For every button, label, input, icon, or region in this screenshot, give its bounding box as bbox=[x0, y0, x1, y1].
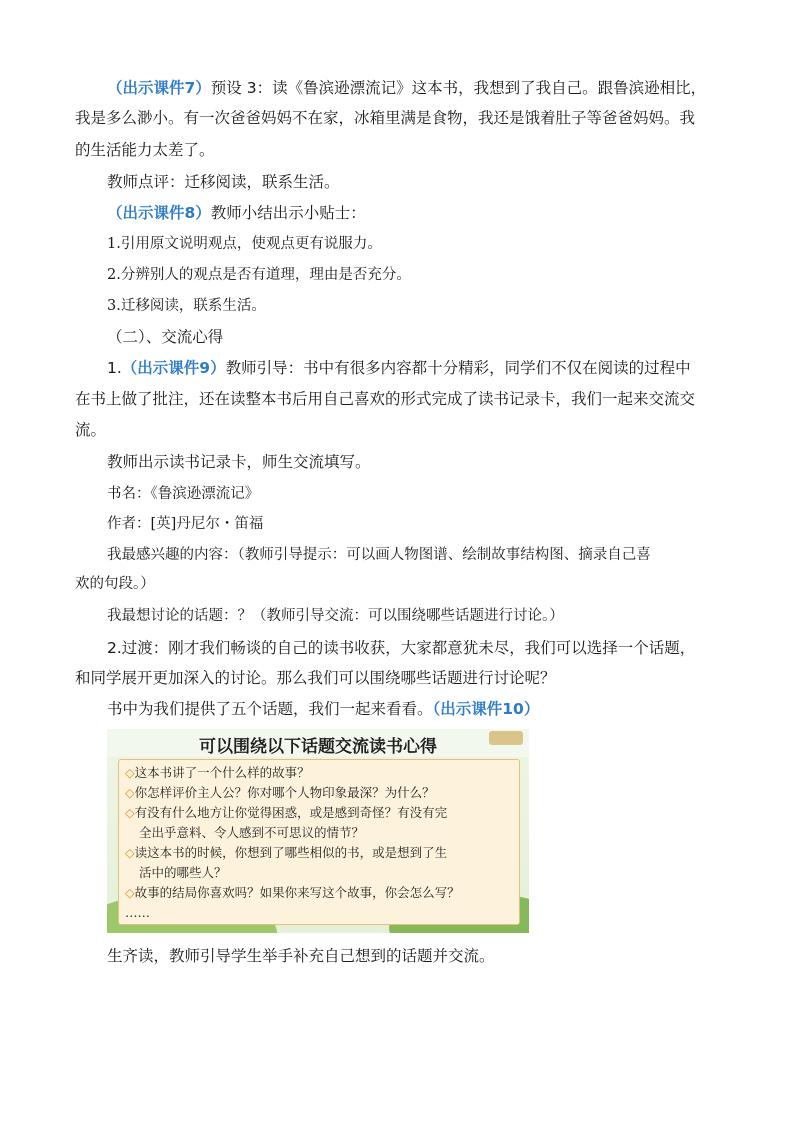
slide-question-4-cont: 活中的哪些人？ bbox=[139, 865, 227, 880]
courseware-tag: （出示课件9） bbox=[121, 359, 226, 377]
slide-question-5: ◇故事的结局你喜欢吗？如果你来写这个故事，你会怎么写？ bbox=[125, 885, 460, 900]
slide-question-4: ◇读这本书的时候，你想到了哪些相似的书，或是想到了生 bbox=[125, 845, 448, 860]
tip-2: 2.分辨别人的观点是否有道理，理由是否充分。 bbox=[107, 267, 411, 283]
tip-1: 1.引用原文说明观点，使观点更有说服力。 bbox=[107, 236, 382, 252]
courseware-tag: （出示课件7） bbox=[107, 79, 211, 97]
diamond-bullet-icon: ◇ bbox=[125, 805, 135, 820]
section-heading: （二）、交流心得 bbox=[107, 328, 224, 346]
paragraph-8: 生齐读，教师引导学生举手补充自己想到的话题并交流。 bbox=[107, 947, 495, 965]
paragraph-3: （出示课件8）教师小结出示小贴士： bbox=[107, 204, 366, 222]
courseware-slide-image bbox=[107, 729, 529, 933]
card-interest-line-1: 我最感兴趣的内容：（教师引导提示：可以画人物图谱、绘制故事结构图、摘录自己喜 bbox=[107, 547, 651, 563]
paragraph-4-line-1: 1.（出示课件9）教师引导：书中有很多内容都十分精彩，同学们不仅在阅读的过程中 bbox=[107, 359, 691, 377]
paragraph-1-line-3: 的生活能力太差了。 bbox=[75, 141, 215, 159]
courseware-tag: （出示课件10） bbox=[432, 700, 540, 718]
slide-question-2: ◇你怎样评价主人公？你对哪个人物印象最深？为什么？ bbox=[125, 785, 435, 800]
paragraph-6-line-1: 2.过渡：刚才我们畅谈的自己的读书收获，大家都意犹未尽，我们可以选择一个话题， bbox=[107, 639, 696, 657]
paragraph-1-line-2: 我是多么渺小。有一次爸爸妈妈不在家，冰箱里满是食物，我还是饿着肚子等爸爸妈妈。我 bbox=[75, 109, 696, 127]
slide-question-box bbox=[118, 759, 520, 925]
card-interest-line-2: 欢的句段。） bbox=[75, 576, 155, 592]
card-book-title: 书名：《鲁滨逊漂流记》 bbox=[107, 486, 260, 502]
paragraph-6-line-2: 和同学展开更加深入的讨论。那么我们可以围绕哪些话题进行讨论呢？ bbox=[75, 669, 556, 687]
diamond-bullet-icon: ◇ bbox=[125, 845, 135, 860]
slide-question-1: ◇这本书讲了一个什么样的故事？ bbox=[125, 765, 310, 780]
slide-question-3: ◇有没有什么地方让你觉得困惑，或是感到奇怪？有没有完 bbox=[125, 805, 448, 820]
diamond-bullet-icon: ◇ bbox=[125, 785, 135, 800]
paragraph-4-line-3: 流。 bbox=[75, 421, 107, 439]
slide-question-3-cont: 全出乎意料、令人感到不可思议的情节？ bbox=[139, 825, 365, 840]
paragraph-7: 书中为我们提供了五个话题，我们一起来看看。（出示课件10） bbox=[107, 700, 540, 718]
paragraph-2: 教师点评：迁移阅读，联系生活。 bbox=[107, 173, 340, 191]
paragraph-5: 教师出示读书记录卡，师生交流填写。 bbox=[107, 453, 371, 471]
tip-3: 3.迁移阅读，联系生活。 bbox=[107, 298, 266, 314]
paragraph-1-line-1: （出示课件7）预设 3：读《鲁滨逊漂流记》这本书，我想到了我自己。跟鲁滨逊相比， bbox=[107, 79, 707, 97]
courseware-tag: （出示课件8） bbox=[107, 204, 211, 222]
diamond-bullet-icon: ◇ bbox=[125, 885, 135, 900]
slide-title: 可以围绕以下话题交流读书心得 bbox=[199, 737, 437, 757]
diamond-bullet-icon: ◇ bbox=[125, 765, 135, 780]
card-author: 作者：[英]丹尼尔・笛福 bbox=[107, 516, 264, 532]
slide-ellipsis: …… bbox=[125, 905, 150, 920]
paragraph-4-line-2: 在书上做了批注，还在读整本书后用自己喜欢的形式完成了读书记录卡，我们一起来交流交 bbox=[75, 390, 696, 408]
card-topic: 我最想讨论的话题：？（教师引导交流：可以围绕哪些话题进行讨论。） bbox=[107, 608, 564, 624]
